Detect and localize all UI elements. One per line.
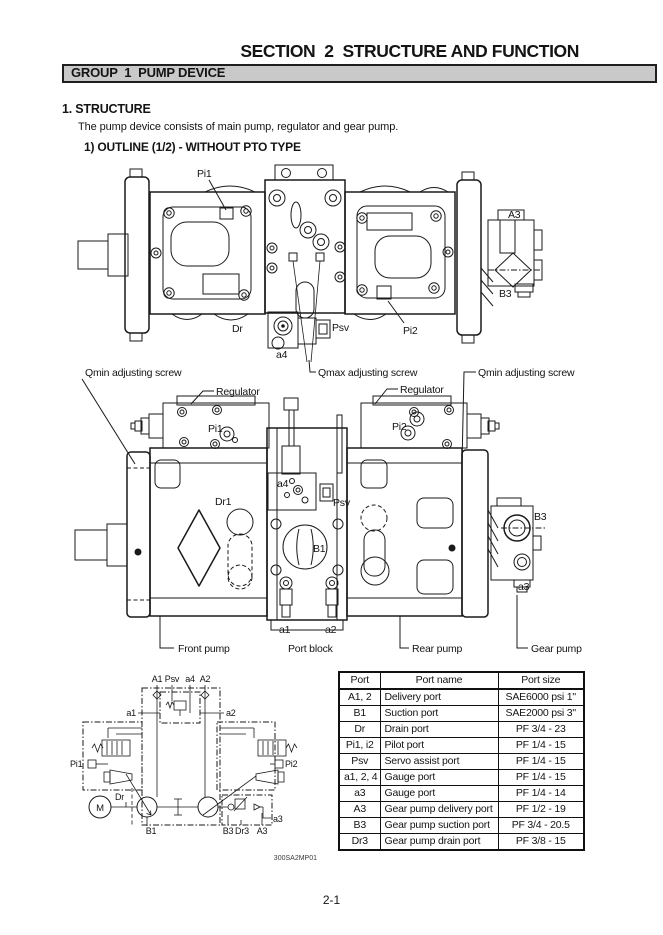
page-number: 2-1 [322, 893, 341, 907]
table-cell: PF 1/4 - 15 [498, 738, 584, 754]
outline-heading: 1) OUTLINE (1/2) - WITHOUT PTO TYPE [84, 140, 301, 154]
schem-label-b1: B1 [145, 826, 157, 836]
schem-motor-label: M [96, 803, 104, 814]
section-title: SECTION 2 STRUCTURE AND FUNCTION [240, 41, 579, 61]
table-row [339, 802, 584, 818]
table-row [339, 689, 584, 706]
table-cell: B1 [339, 706, 380, 722]
table-cell: Gear pump drain port [380, 834, 498, 851]
schem-label-pi2: Pi2 [285, 759, 298, 769]
table-cell: Gauge port [380, 770, 498, 786]
table-cell: Delivery port [380, 689, 498, 706]
schem-label-a1: a1 [126, 708, 136, 718]
table-row [339, 834, 584, 851]
structure-body-text: The pump device consists of main pump, regulator and gear pump. [78, 121, 399, 133]
callout-regulator-left: Regulator [216, 386, 260, 398]
caption-port-block: Port block [288, 643, 333, 655]
table-cell: PF 1/4 - 15 [498, 754, 584, 770]
front-label-pi2: Pi2 [392, 421, 407, 433]
group-title-bar: GROUP 1 PUMP DEVICE [62, 64, 657, 83]
table-cell: Servo assist port [380, 754, 498, 770]
outline-label-b3: B3 [499, 288, 512, 300]
pump-outline-top-view-diagram [68, 160, 598, 362]
outline-label-dr: Dr [232, 323, 243, 335]
table-header-row [339, 672, 584, 689]
table-cell: PF 3/4 - 20.5 [498, 818, 584, 834]
front-label-a4: a4 [277, 478, 289, 490]
front-label-a3: a3 [518, 581, 530, 593]
table-cell: PF 1/2 - 19 [498, 802, 584, 818]
table-cell: PF 3/4 - 23 [498, 722, 584, 738]
table-cell: Gauge port [380, 786, 498, 802]
table-cell: a1, 2, 4 [339, 770, 380, 786]
schem-label-a1-cap: A1 [151, 674, 163, 684]
front-label-b3: B3 [534, 511, 547, 523]
table-cell: a3 [339, 786, 380, 802]
front-label-a2: a2 [325, 624, 337, 636]
pump-front-view-diagram [65, 360, 625, 660]
schem-label-a2-cap: A2 [199, 674, 211, 684]
outline-label-pi2: Pi2 [403, 325, 418, 337]
schem-label-b3: B3 [222, 826, 234, 836]
table-row [339, 754, 584, 770]
callout-qmin-right: Qmin adjusting screw [478, 367, 575, 379]
callout-regulator-right: Regulator [400, 384, 444, 396]
table-cell: PF 1/4 - 15 [498, 770, 584, 786]
port-table [338, 671, 585, 851]
table-cell: Gear pump suction port [380, 818, 498, 834]
table-header: Port [339, 672, 380, 689]
outline-label-pi1: Pi1 [197, 168, 212, 180]
structure-heading: 1. STRUCTURE [62, 102, 151, 116]
table-cell: Pi1, i2 [339, 738, 380, 754]
table-row [339, 770, 584, 786]
front-label-psv: Psv [333, 497, 350, 509]
caption-gear-pump: Gear pump [531, 643, 582, 655]
schem-label-psv: Psv [164, 674, 180, 684]
front-drawing [75, 360, 545, 648]
front-label-dr1: Dr1 [215, 496, 232, 508]
front-label-a1: a1 [279, 624, 291, 636]
table-cell: Gear pump delivery port [380, 802, 498, 818]
table-header: Port name [380, 672, 498, 689]
table-cell: B3 [339, 818, 380, 834]
schem-label-a2: a2 [226, 708, 236, 718]
caption-rear-pump: Rear pump [412, 643, 463, 655]
table-row [339, 722, 584, 738]
schem-label-a3-cap: A3 [256, 826, 268, 836]
table-cell: A3 [339, 802, 380, 818]
schem-label-a4: a4 [185, 674, 195, 684]
outline-label-psv: Psv [332, 322, 349, 334]
table-cell: PF 3/8 - 15 [498, 834, 584, 851]
table-row [339, 738, 584, 754]
schem-label-dr: Dr [115, 792, 125, 802]
table-row [339, 706, 584, 722]
table-cell: PF 1/4 - 14 [498, 786, 584, 802]
outline-drawing [78, 165, 542, 362]
table-cell: Drain port [380, 722, 498, 738]
schem-label-dr3: Dr3 [235, 826, 249, 836]
table-row [339, 818, 584, 834]
outline-label-a3: A3 [508, 209, 521, 221]
outline-label-a4: a4 [276, 349, 288, 361]
table-cell: Suction port [380, 706, 498, 722]
hydraulic-circuit-schematic [68, 668, 320, 866]
callout-qmax: Qmax adjusting screw [318, 367, 418, 379]
table-cell: SAE2000 psi 3" [498, 706, 584, 722]
caption-front-pump: Front pump [178, 643, 230, 655]
drawing-code: 300SA2MP01 [273, 855, 317, 862]
schematic-drawing [83, 685, 297, 826]
table-cell: A1, 2 [339, 689, 380, 706]
table-cell: Dr [339, 722, 380, 738]
callout-qmin-left: Qmin adjusting screw [85, 367, 182, 379]
table-header: Port size [498, 672, 584, 689]
table-cell: Pilot port [380, 738, 498, 754]
front-label-pi1: Pi1 [208, 423, 223, 435]
table-cell: Dr3 [339, 834, 380, 851]
front-label-b1: B1 [313, 543, 326, 555]
schem-label-a3: a3 [273, 814, 283, 824]
table-row [339, 786, 584, 802]
table-cell: Psv [339, 754, 380, 770]
table-cell: SAE6000 psi 1" [498, 689, 584, 706]
schem-label-pi1: Pi1 [70, 759, 83, 769]
